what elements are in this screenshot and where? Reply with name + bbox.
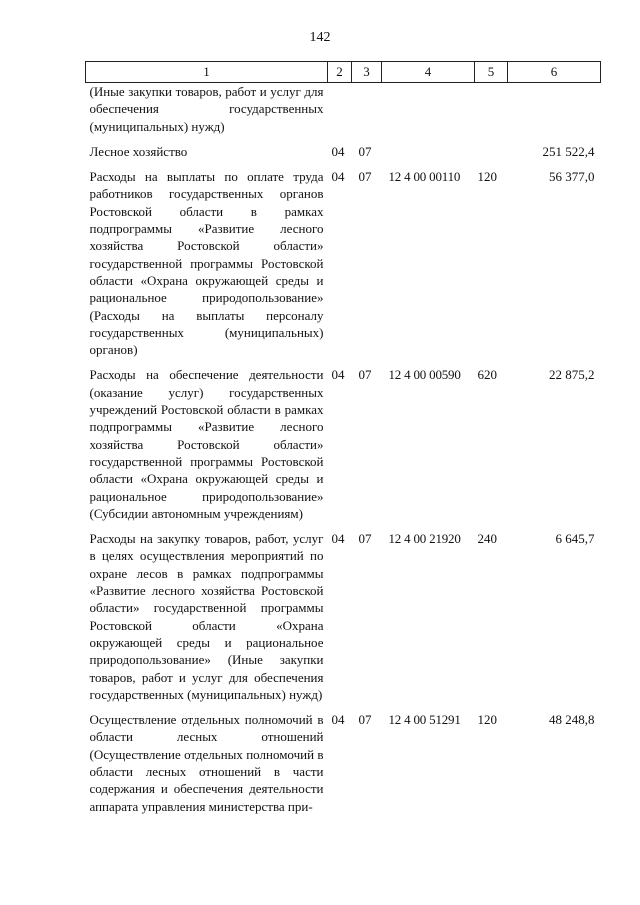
- header-col-6: 6: [508, 62, 601, 83]
- table-row: [86, 711, 601, 815]
- row-subsection: 07: [358, 712, 372, 728]
- table-row: [86, 366, 601, 522]
- header-col-3: 3: [352, 62, 382, 83]
- row-target-code: [382, 143, 475, 160]
- header-col-1: 1: [86, 62, 328, 83]
- row-name: Осуществление отдельных полномочий в области лесных отношений (Осуществление отдельных полномочий в области лесных отношений в части содержания и обеспечения деятельности аппарата управления министерства при-: [89, 712, 324, 814]
- row-expense-type: 240: [477, 531, 497, 547]
- row-amount: 251 522,4: [542, 143, 595, 159]
- row-expense-type: [475, 83, 508, 135]
- table-row: [86, 168, 601, 358]
- header-col-5: 5: [475, 62, 508, 83]
- row-expense-type: 120: [477, 712, 497, 728]
- row-name: Расходы на выплаты по оплате труда работников государственных органов Ростовской области в рамках подпрограммы «Развитие лесного хозяйства Ростовской области» государственной программы Ростовской области «Охрана окружающей среды и рациональное природопользование» (Расходы на выплаты персоналу государственных (муниципальных) органов): [89, 169, 324, 358]
- row-target-code: [382, 83, 475, 135]
- row-target-code: 12 4 00 00110: [388, 169, 461, 185]
- row-expense-type: 120: [477, 169, 497, 185]
- row-amount: 48 248,8: [549, 712, 595, 728]
- header-col-2: 2: [328, 62, 352, 83]
- row-name: (Иные закупки товаров, работ и услуг для обеспечения государственных (муниципальных) нужд): [89, 84, 324, 134]
- row-section: 04: [331, 531, 345, 547]
- row-subsection: 07: [358, 143, 372, 159]
- header-col-4: 4: [382, 62, 475, 83]
- row-section: [328, 83, 352, 135]
- row-subsection: 07: [358, 367, 372, 383]
- row-name: Расходы на закупку товаров, работ, услуг в целях осуществления мероприятий по охране лесов в рамках подпрограммы «Развитие лесного хозяйства Ростовской области» государственной программы Ростовской области «Охрана окружающей среды и рациональное природопользование» (Иные закупки товаров, работ и услуг для обеспечения государственных (муниципальных) нужд): [89, 531, 324, 702]
- page-number: 142: [309, 30, 331, 45]
- row-amount: [508, 83, 601, 135]
- table-header-row: [86, 62, 601, 83]
- row-target-code: 12 4 00 51291: [388, 712, 461, 728]
- row-expense-type: 620: [477, 367, 497, 383]
- row-subsection: 07: [358, 531, 372, 547]
- row-name: Расходы на обеспечение деятельности (оказание услуг) государственных учреждений Ростовской области в рамках подпрограммы «Развитие лесного хозяйства Ростовской области» государственной программы Ростовской области «Охрана окружающей среды и рациональное природопользование» (Субсидии автономным учреждениям): [89, 367, 324, 521]
- table-row: [86, 530, 601, 703]
- row-name: Лесное хозяйство: [89, 143, 188, 159]
- row-section: 04: [331, 367, 345, 383]
- row-section: 04: [331, 143, 345, 159]
- row-amount: 56 377,0: [549, 169, 595, 185]
- row-target-code: 12 4 00 00590: [388, 367, 461, 383]
- row-section: 04: [331, 712, 345, 728]
- row-expense-type: [475, 143, 508, 160]
- row-section: 04: [331, 169, 345, 185]
- row-subsection: 07: [358, 169, 372, 185]
- row-amount: 6 645,7: [555, 531, 595, 547]
- row-subsection: [352, 83, 382, 135]
- table-row: [86, 143, 601, 160]
- table-row: [86, 83, 601, 135]
- row-target-code: 12 4 00 21920: [388, 531, 461, 547]
- budget-table: [85, 61, 601, 815]
- row-amount: 22 875,2: [549, 367, 595, 383]
